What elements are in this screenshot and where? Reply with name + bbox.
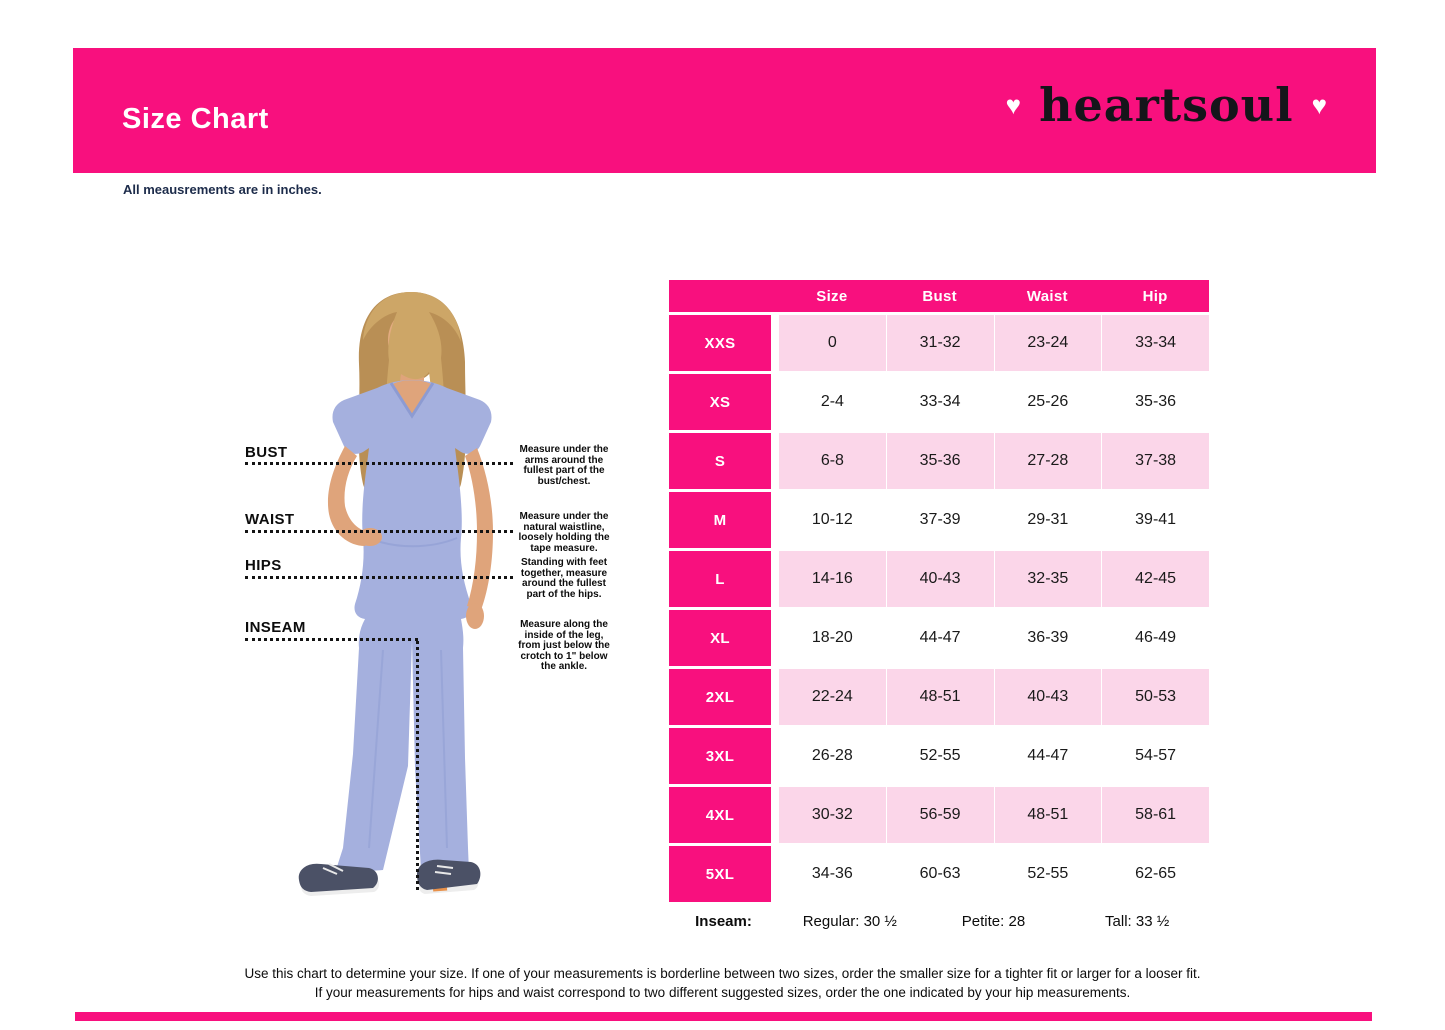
size-value-cell: 37-39 bbox=[886, 492, 994, 548]
size-value-cell: 18-20 bbox=[778, 610, 886, 666]
size-value-cell: 44-47 bbox=[886, 610, 994, 666]
size-value-cell: 39-41 bbox=[1101, 492, 1209, 548]
table-row bbox=[669, 728, 1209, 784]
header-band bbox=[73, 48, 1376, 173]
inseam-row-label: Inseam: bbox=[695, 912, 752, 930]
brand-name: heartsoul bbox=[1039, 78, 1294, 132]
size-value-cell: 32-35 bbox=[994, 551, 1102, 607]
column-header: Bust bbox=[922, 287, 957, 305]
column-header: Hip bbox=[1142, 287, 1168, 305]
size-value-cell: 50-53 bbox=[1101, 669, 1209, 725]
table-row bbox=[669, 433, 1209, 489]
size-value-cell: 26-28 bbox=[778, 728, 886, 784]
inseam-vertical-line bbox=[416, 641, 419, 890]
size-value-cell: 56-59 bbox=[886, 787, 994, 843]
hips-label: HIPS bbox=[245, 557, 282, 574]
size-label: S bbox=[669, 433, 778, 489]
footer-line-1: Use this chart to determine your size. If one of your measurements is borderline between two sizes, order the smaller size for a tighter fit or larger for a looser fit. bbox=[244, 966, 1201, 981]
size-value-cell: 33-34 bbox=[1101, 315, 1209, 371]
hips-instruction: Standing with feet together, measure around the fullest part of the hips. bbox=[520, 557, 608, 600]
units-note: All meausrements are in inches. bbox=[123, 182, 322, 197]
header-spacer bbox=[669, 280, 778, 312]
inseam-line bbox=[245, 638, 418, 641]
hips-line bbox=[245, 576, 513, 579]
size-value-cell: 46-49 bbox=[1101, 610, 1209, 666]
page-title: Size Chart bbox=[122, 103, 269, 135]
bust-label: BUST bbox=[245, 444, 288, 461]
size-value-cell: 52-55 bbox=[886, 728, 994, 784]
size-value-cell: 14-16 bbox=[778, 551, 886, 607]
size-value-cell: 22-24 bbox=[778, 669, 886, 725]
brand-logo bbox=[1005, 78, 1327, 132]
size-value-cell: 2-4 bbox=[778, 374, 886, 430]
waist-line bbox=[245, 530, 513, 533]
size-label: M bbox=[669, 492, 778, 548]
size-label: L bbox=[669, 551, 778, 607]
size-value-cell: 40-43 bbox=[994, 669, 1102, 725]
footer-line-2: If your measurements for hips and waist correspond to two different suggested sizes, order the one indicated by your hip measurements. bbox=[314, 985, 1131, 1000]
inseam-tall: Tall: 33 ½ bbox=[1105, 912, 1170, 930]
size-value-cell: 33-34 bbox=[886, 374, 994, 430]
size-value-cell: 58-61 bbox=[1101, 787, 1209, 843]
heart-icon: ♥ bbox=[1005, 90, 1022, 120]
size-value-cell: 52-55 bbox=[994, 846, 1102, 902]
table-row bbox=[669, 610, 1209, 666]
size-table-body bbox=[669, 315, 1209, 902]
inseam-petite: Petite: 28 bbox=[961, 912, 1026, 930]
inseam-instruction: Measure along the inside of the leg, from just below the crotch to 1" below the ankle. bbox=[518, 619, 610, 672]
table-row bbox=[669, 846, 1209, 902]
size-value-cell: 25-26 bbox=[994, 374, 1102, 430]
size-label: 2XL bbox=[669, 669, 778, 725]
size-value-cell: 0 bbox=[778, 315, 886, 371]
column-header: Size bbox=[816, 287, 848, 305]
size-value-cell: 60-63 bbox=[886, 846, 994, 902]
inseam-regular: Regular: 30 ½ bbox=[802, 912, 897, 930]
scrub-pants bbox=[335, 619, 469, 873]
size-value-cell: 48-51 bbox=[886, 669, 994, 725]
size-value-cell: 37-38 bbox=[1101, 433, 1209, 489]
size-value-cell: 48-51 bbox=[994, 787, 1102, 843]
model-photo bbox=[265, 288, 545, 908]
size-value-cell: 54-57 bbox=[1101, 728, 1209, 784]
size-value-cell: 31-32 bbox=[886, 315, 994, 371]
size-value-cell: 62-65 bbox=[1101, 846, 1209, 902]
inseam-row bbox=[669, 906, 1209, 936]
inseam-label: INSEAM bbox=[245, 619, 306, 636]
size-value-cell: 36-39 bbox=[994, 610, 1102, 666]
size-value-cell: 29-31 bbox=[994, 492, 1102, 548]
size-table-header bbox=[669, 280, 1209, 312]
bust-instruction: Measure under the arms around the fullest part of the bust/chest. bbox=[519, 444, 609, 487]
size-value-cell: 10-12 bbox=[778, 492, 886, 548]
table-row bbox=[669, 787, 1209, 843]
size-value-cell: 27-28 bbox=[994, 433, 1102, 489]
table-row bbox=[669, 315, 1209, 371]
size-value-cell: 23-24 bbox=[994, 315, 1102, 371]
waist-label: WAIST bbox=[245, 511, 295, 528]
size-value-cell: 6-8 bbox=[778, 433, 886, 489]
bust-line bbox=[245, 462, 513, 465]
bottom-bar bbox=[75, 1012, 1372, 1021]
waist-instruction: Measure under the natural waistline, loosely holding the tape measure. bbox=[518, 511, 610, 554]
column-header: Waist bbox=[1026, 287, 1068, 305]
table-row bbox=[669, 374, 1209, 430]
size-label: 5XL bbox=[669, 846, 778, 902]
size-value-cell: 40-43 bbox=[886, 551, 994, 607]
size-label: XXS bbox=[669, 315, 778, 371]
heart-icon: ♥ bbox=[1311, 90, 1327, 120]
size-value-cell: 35-36 bbox=[1101, 374, 1209, 430]
size-value-cell: 34-36 bbox=[778, 846, 886, 902]
table-row bbox=[669, 551, 1209, 607]
size-value-cell: 30-32 bbox=[778, 787, 886, 843]
size-label: 3XL bbox=[669, 728, 778, 784]
size-table bbox=[669, 280, 1209, 936]
table-row bbox=[669, 492, 1209, 548]
size-value-cell: 42-45 bbox=[1101, 551, 1209, 607]
table-row bbox=[669, 669, 1209, 725]
size-value-cell: 35-36 bbox=[886, 433, 994, 489]
size-value-cell: 44-47 bbox=[994, 728, 1102, 784]
size-label: 4XL bbox=[669, 787, 778, 843]
size-label: XL bbox=[669, 610, 778, 666]
size-label: XS bbox=[669, 374, 778, 430]
